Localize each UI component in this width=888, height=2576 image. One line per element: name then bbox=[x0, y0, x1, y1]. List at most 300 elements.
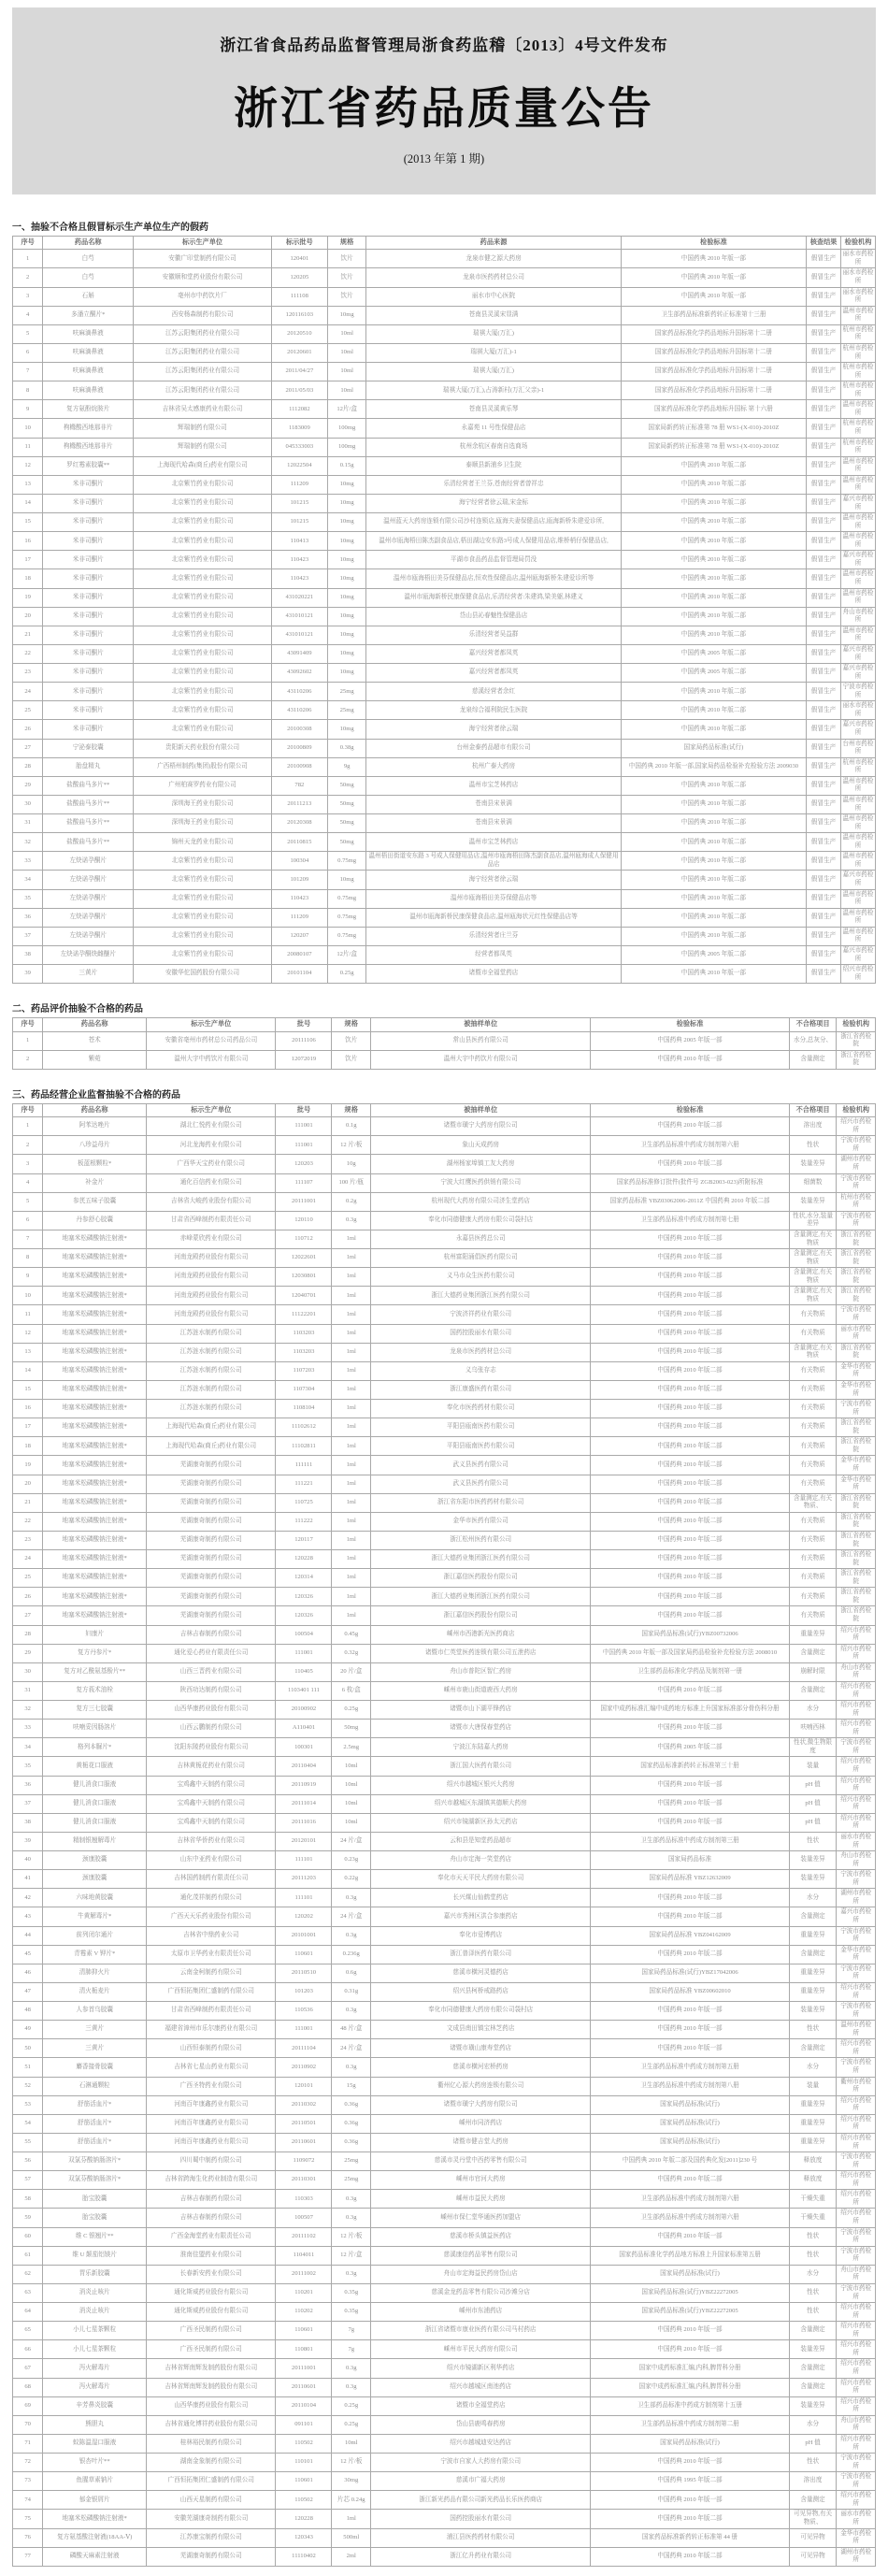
table-cell: 舟山市定海益民药房岱山店 bbox=[371, 2265, 591, 2283]
table-row bbox=[13, 1964, 876, 1982]
table-cell: 091101 bbox=[276, 2415, 332, 2434]
table-cell: 维 U 颠茄铝镁片 bbox=[43, 2246, 147, 2265]
table-cell: 有关物质 bbox=[789, 1456, 837, 1475]
table-cell: 中国药典 2010 年版二部 bbox=[621, 551, 806, 569]
table-cell: 三黄片 bbox=[43, 2021, 147, 2039]
table-cell: 北京紫竹药业有限公司 bbox=[134, 626, 272, 644]
table-cell: 广西华天宝药业有限公司 bbox=[147, 1155, 276, 1173]
table-cell: 浦江县医药药材有限公司 bbox=[371, 2528, 591, 2547]
table-cell: 装量差异 bbox=[789, 1851, 837, 1870]
table-row bbox=[13, 1400, 876, 1418]
section-1-title: 一、抽验不合格且假冒标示生产单位生产的假药 bbox=[12, 223, 208, 233]
table-cell: 嘉兴市药检所 bbox=[841, 871, 876, 889]
table-cell: 重量差异 bbox=[789, 1964, 837, 1982]
table-cell: 多潘立酮片* bbox=[43, 306, 134, 324]
table-cell: 含量测定 bbox=[789, 2039, 837, 2058]
table-row bbox=[13, 1851, 876, 1870]
table-cell: 宁波市药检所 bbox=[837, 2472, 876, 2491]
table-cell: 山西华康药业股份有限公司 bbox=[147, 1701, 276, 1720]
table-cell: 装量差异 bbox=[789, 1155, 837, 1173]
table-cell: 1ml bbox=[332, 1268, 371, 1287]
table-cell: 绍兴市药检所 bbox=[837, 1720, 876, 1738]
table-cell: 嵊州市保仁堂华通医药加盟店 bbox=[371, 2209, 591, 2227]
table-cell: 110405 bbox=[276, 1662, 332, 1681]
table-cell: 20110919 bbox=[276, 1776, 332, 1794]
table-cell: 水分 bbox=[789, 2265, 837, 2283]
table-cell: 广西恒拓集团仁盛制药有限公司 bbox=[147, 1982, 276, 2001]
table-cell: 12 片/板 bbox=[332, 2454, 371, 2472]
table-cell: 小儿七星茶颗粒 bbox=[43, 2322, 147, 2340]
column-header: 药品名称 bbox=[43, 237, 134, 250]
table-cell: 北京紫竹药业有限公司 bbox=[134, 927, 272, 945]
table-cell: 温州梧田街道安东路 3 号成人保健用品店,温州市瓯海梧田陈杰副食品店,温州瓯海成人保健用品店 bbox=[366, 852, 621, 871]
table-cell: 10mg bbox=[327, 664, 366, 683]
table-cell: 0.75mg bbox=[327, 852, 366, 871]
table-row bbox=[13, 2095, 876, 2114]
table-cell: 可见异物 bbox=[789, 2547, 837, 2566]
table-cell: 国家药品标准新药转正标准第 44 册 bbox=[591, 2528, 789, 2547]
table-cell: 丽水市药检所 bbox=[841, 701, 876, 720]
table-cell: 110536 bbox=[276, 2002, 332, 2021]
table-cell: 温州市瓯海梧田美芬保健品店等 bbox=[366, 889, 621, 908]
table-cell: 中国药典 2010 年版二部 bbox=[621, 871, 806, 889]
table-cell: 1ml bbox=[332, 1588, 371, 1606]
table-cell: 中国药典 2010 年版二部 bbox=[621, 852, 806, 871]
table-cell: 浙江省药检院 bbox=[837, 1418, 876, 1437]
table-cell: 0.15g bbox=[327, 456, 366, 475]
table-row bbox=[13, 720, 876, 739]
table-cell: 参芪五味子胶囊 bbox=[43, 1192, 147, 1211]
table-cell: 国家药品标准 YBZ03062006-2011Z 中国药典 2010 年版二部 bbox=[591, 1192, 789, 1211]
table-cell: 温州市瓯海梧田美芬保健品店,恒欢性保健品店,温州瓯海新桥朱建爱诊所等 bbox=[366, 569, 621, 588]
table-cell: 牛黄解毒片* bbox=[43, 1907, 147, 1926]
table-cell: 25mg bbox=[327, 683, 366, 701]
table-row bbox=[13, 1456, 876, 1475]
table-cell: 地塞米松磷酸钠注射液* bbox=[43, 1305, 147, 1324]
table-cell: 绍兴市镜湖新区利华药店 bbox=[371, 2359, 591, 2378]
table-cell: 干燥失重 bbox=[789, 2190, 837, 2209]
table-cell: 绍兴市药检所 bbox=[837, 2133, 876, 2151]
table-cell: 120326 bbox=[276, 1588, 332, 1606]
table-cell: 中国药典 2010 年版一部 bbox=[621, 268, 806, 287]
table-cell: 5 bbox=[13, 324, 43, 343]
table-cell: 1107304 bbox=[276, 1380, 332, 1399]
table-cell: 9 bbox=[13, 1268, 43, 1287]
table-cell: 31 bbox=[13, 1681, 43, 1700]
table-cell: 沈阳东陵药业股份有限公司 bbox=[147, 1738, 276, 1757]
table-cell: 16 bbox=[13, 1400, 43, 1418]
table-cell: 国家局新药转正标准第 78 册 WS1-(X-010)-2010Z bbox=[621, 419, 806, 438]
table-cell: 120343 bbox=[276, 2528, 332, 2547]
table-cell: 中国药典 2010 年版二部 bbox=[621, 475, 806, 494]
table-cell: 青霉素 V 钾片* bbox=[43, 1945, 147, 1964]
table-cell: 10ml bbox=[327, 324, 366, 343]
table-row bbox=[13, 927, 876, 945]
table-cell: 石淋通颗粒 bbox=[43, 2077, 147, 2095]
table-cell: 国家局药品标准 YBZ00602010 bbox=[591, 1982, 789, 2001]
table-cell: 胎盘精丸 bbox=[43, 757, 134, 776]
table-cell: 罗红霉素胶囊** bbox=[43, 456, 134, 475]
table-cell: 100301 bbox=[276, 1738, 332, 1757]
table-cell: 1107203 bbox=[276, 1361, 332, 1380]
table-cell: 温州市瓯海新桥民康保健食品店,乐清经营者:朱建鸿,梁美躯,林建义 bbox=[366, 588, 621, 607]
table-cell: 假冒生产 bbox=[807, 607, 841, 626]
table-cell: 米非司酮片 bbox=[43, 626, 134, 644]
table-cell: 39 bbox=[13, 965, 43, 984]
table-cell: 10mg bbox=[327, 871, 366, 889]
table-cell: 岱山县鹿鸣春药房 bbox=[371, 2415, 591, 2434]
table-cell: 24 片/盒 bbox=[332, 1907, 371, 1926]
table-cell: 假冒生产 bbox=[807, 871, 841, 889]
table-cell: 中国药典 2010 年版二部 bbox=[621, 795, 806, 813]
table-cell: 江苏涟水制药有限公司 bbox=[147, 1400, 276, 1418]
table-cell: 045333003 bbox=[271, 438, 327, 456]
table-cell: 衢州市药检所 bbox=[837, 2077, 876, 2095]
table-cell: 中国药典 2010 年版一部 bbox=[621, 250, 806, 268]
table-cell: 1ml bbox=[332, 1475, 371, 1493]
table-cell: 武义县医药有限公司 bbox=[371, 1475, 591, 1493]
table-row bbox=[13, 475, 876, 494]
table-cell: 有关物质 bbox=[789, 1400, 837, 1418]
table-cell: 中国药典 2010 年版一部 bbox=[591, 1776, 789, 1794]
table-cell: 丹参舒心胶囊 bbox=[43, 1211, 147, 1230]
column-header: 药品名称 bbox=[43, 1103, 147, 1116]
table-cell: 17 bbox=[13, 551, 43, 569]
table-cell: 浙江省药检院 bbox=[837, 1606, 876, 1625]
table-cell: 有关物质 bbox=[789, 1512, 837, 1531]
table-cell: 34 bbox=[13, 1738, 43, 1757]
table-cell: 20111106 bbox=[276, 1031, 332, 1050]
table-cell: 安徽芜湖康奇制药有限公司 bbox=[147, 2510, 276, 2528]
table-cell: 浙江省药检院 bbox=[837, 1230, 876, 1248]
table-cell: 片芯 0.24g bbox=[332, 2491, 371, 2510]
table-cell: 太原市卫华药业有限责任公司 bbox=[147, 1945, 276, 1964]
table-cell: 饮片 bbox=[332, 1031, 371, 1050]
table-row bbox=[13, 2171, 876, 2190]
table-cell: 双氯芬酸钠肠溶片* bbox=[43, 2152, 147, 2171]
table-cell: 中国药典 2010 年版二部 bbox=[591, 1945, 789, 1964]
table-row bbox=[13, 2283, 876, 2302]
table-cell: 水分 bbox=[789, 1701, 837, 1720]
table-cell: 地塞米松磷酸钠注射液* bbox=[43, 1400, 147, 1418]
table-cell: 辉瑞制药有限公司 bbox=[134, 438, 272, 456]
table-cell: 0.75mg bbox=[327, 908, 366, 927]
table-cell: 51 bbox=[13, 2058, 43, 2077]
table-cell: 北京紫竹药业有限公司 bbox=[134, 644, 272, 663]
table-cell: 中国药典 2010 年版二部 bbox=[591, 1230, 789, 1248]
table-cell: 中国药典 2010 年版二部 bbox=[591, 1343, 789, 1361]
table-row bbox=[13, 683, 876, 701]
table-cell: 装量差异 bbox=[789, 1192, 837, 1211]
document-header bbox=[12, 7, 876, 194]
table-cell: 河北龙海药业有限公司 bbox=[147, 1136, 276, 1155]
table-cell: 1ml bbox=[332, 1550, 371, 1569]
table-row bbox=[13, 1550, 876, 1569]
table-cell: 0.25g bbox=[332, 2415, 371, 2434]
table-cell: 7 bbox=[13, 363, 43, 381]
table-cell: 白芍 bbox=[43, 268, 134, 287]
table-row bbox=[13, 494, 876, 512]
table-cell: 41 bbox=[13, 1870, 43, 1889]
table-row bbox=[13, 644, 876, 663]
table-cell: 温州市药检所 bbox=[841, 513, 876, 532]
table-cell: 中国药典 2005 年版二部 bbox=[621, 945, 806, 964]
table-cell: 北京紫竹药业有限公司 bbox=[134, 551, 272, 569]
table-cell: 110303 bbox=[276, 2190, 332, 2209]
table-cell: 地塞米松磷酸钠注射液* bbox=[43, 1475, 147, 1493]
table-cell: 米非司酮片 bbox=[43, 588, 134, 607]
table-cell: 10ml bbox=[332, 1794, 371, 1813]
table-cell: 嵊州市西港新光医药商店 bbox=[371, 1625, 591, 1644]
table-cell: 中国药典 2010 年版一部 bbox=[621, 965, 806, 984]
table-cell: 110601 bbox=[276, 1945, 332, 1964]
table-cell: 0.36g bbox=[332, 2133, 371, 2151]
table-cell: 慈溪市横河灵德药店 bbox=[371, 1964, 591, 1982]
table-cell: 1ml bbox=[332, 1512, 371, 1531]
table-cell: 60 bbox=[13, 2227, 43, 2246]
table-row bbox=[13, 1324, 876, 1343]
table-cell: 24 bbox=[13, 683, 43, 701]
table-cell: 深圳海王药业有限公司 bbox=[134, 814, 272, 833]
table-cell: 双氯芬酸钠肠溶片* bbox=[43, 2171, 147, 2190]
table-cell: 文成县南田镇宝林芝药店 bbox=[371, 2021, 591, 2039]
table-cell: 奉化市天天平民大药房有限公司 bbox=[371, 1870, 591, 1889]
table-cell: 120116103 bbox=[271, 306, 327, 324]
table-cell: 义乌张存志 bbox=[371, 1361, 591, 1380]
table-cell: 中国药典 2010 年版一部及国家局药品检验补充检验方法 2008010 bbox=[591, 1644, 789, 1662]
table-row bbox=[13, 2454, 876, 2472]
table-row bbox=[13, 1889, 876, 1907]
table-cell: 温州大宇中药饮片有限公司 bbox=[371, 1050, 591, 1069]
table-cell: 36 bbox=[13, 1776, 43, 1794]
table-cell: 1103203 bbox=[276, 1343, 332, 1361]
table-cell: 上海现代哈森(商丘)药业有限公司 bbox=[147, 1418, 276, 1437]
table-cell: 芜湖康奇制药有限公司 bbox=[147, 1456, 276, 1475]
table-cell: 32 bbox=[13, 833, 43, 852]
table-cell: 嵊州市东浦药店 bbox=[371, 2303, 591, 2322]
table-cell: 金华市药检所 bbox=[837, 1945, 876, 1964]
table-cell: 慈溪市灵丹堂中西药零售有限公司 bbox=[371, 2152, 591, 2171]
table-cell: 有关物质 bbox=[789, 1569, 837, 1588]
table-cell: 1ml bbox=[332, 1569, 371, 1588]
table-row bbox=[13, 607, 876, 626]
table-cell: 瑞祺大厦(万汇) bbox=[366, 324, 621, 343]
table-cell: 丽水市中心医院 bbox=[366, 287, 621, 306]
table-cell: 20111102 bbox=[276, 2227, 332, 2246]
table-cell: 芜湖康奇制药有限公司 bbox=[147, 1531, 276, 1549]
section-2-title: 二、药品评价抽验不合格的药品 bbox=[12, 1004, 143, 1015]
table-cell: 中国药典 2010 年版二部 bbox=[591, 1681, 789, 1700]
table-cell: 绍兴市药检所 bbox=[837, 2303, 876, 2322]
table-cell: 北京紫竹药业有限公司 bbox=[134, 664, 272, 683]
table-cell: 23 bbox=[13, 1531, 43, 1549]
table-cell: 假冒生产 bbox=[807, 438, 841, 456]
table-cell: 地塞米松磷酸钠注射液* bbox=[43, 1512, 147, 1531]
table-cell: 浙江省药检院 bbox=[837, 1550, 876, 1569]
table-cell: 含量测定 bbox=[789, 2359, 837, 2378]
table-cell: 地塞米松磷酸钠注射液* bbox=[43, 1456, 147, 1475]
table-cell: 27 bbox=[13, 1606, 43, 1625]
table-cell: 1109072 bbox=[276, 2152, 332, 2171]
table-cell: 假冒生产 bbox=[807, 683, 841, 701]
table-cell: 12 片/盒 bbox=[332, 2246, 371, 2265]
table-cell: 中国药典 2010 年版二部 bbox=[591, 1493, 789, 1512]
table-cell: 象山天成药房 bbox=[371, 1136, 591, 1155]
column-header: 批号 bbox=[276, 1018, 332, 1031]
table-cell: 假冒生产 bbox=[807, 664, 841, 683]
table-cell: 慈溪金龙药品零售有限公司沙滩分店 bbox=[371, 2283, 591, 2302]
table-cell: 宁波市药检所 bbox=[837, 1964, 876, 1982]
table-cell: 中国药典 2010 年版二部 bbox=[591, 2510, 789, 2528]
table-row bbox=[13, 1031, 876, 1050]
table-cell: 亳州市中药饮片厂 bbox=[134, 287, 272, 306]
evaluation-failed-table bbox=[12, 1017, 876, 1070]
table-cell: 杭州市药检所 bbox=[841, 419, 876, 438]
table-cell: 有关物质 bbox=[789, 1324, 837, 1343]
table-cell: 宁波市药检所 bbox=[837, 1926, 876, 1945]
table-cell: 清火栀麦片 bbox=[43, 1982, 147, 2001]
table-cell: 乐清经营者吴益群 bbox=[366, 626, 621, 644]
table-cell: 嵊州市益民大药房 bbox=[371, 2190, 591, 2209]
table-cell: 北京紫竹药业有限公司 bbox=[134, 701, 272, 720]
table-row bbox=[13, 1720, 876, 1738]
table-cell: 湖南金象制药有限公司 bbox=[147, 2454, 276, 2472]
table-cell: 20120101 bbox=[276, 1832, 332, 1850]
column-header: 不合格项目 bbox=[789, 1103, 837, 1116]
table-cell: 永嘉苑 11 号性保健品店 bbox=[366, 419, 621, 438]
table-cell: pH 值 bbox=[789, 1794, 837, 1813]
table-cell: 云南金柯制药有限公司 bbox=[147, 1964, 276, 1982]
table-cell: 宁波市药检所 bbox=[837, 2002, 876, 2021]
table-row bbox=[13, 2491, 876, 2510]
table-cell: 1ml bbox=[332, 1418, 371, 1437]
table-cell: 苍南县灵溪黄乐琴 bbox=[366, 400, 621, 419]
table-cell: 72 bbox=[13, 2454, 43, 2472]
table-cell: 中国药典 1995 年版二部 bbox=[591, 2472, 789, 2491]
table-cell: 米非司酮片 bbox=[43, 701, 134, 720]
table-cell: 9g bbox=[327, 757, 366, 776]
table-cell: 假冒生产 bbox=[807, 456, 841, 475]
table-row bbox=[13, 2058, 876, 2077]
column-header: 序号 bbox=[13, 1103, 43, 1116]
table-cell: 120228 bbox=[276, 1550, 332, 1569]
table-cell: 桂林裕民制药有限公司 bbox=[147, 2434, 276, 2453]
table-row bbox=[13, 1662, 876, 1681]
table-cell: 重量差异 bbox=[789, 1926, 837, 1945]
table-cell: 奉化市同德健康大药房有限公司袋村店 bbox=[371, 2002, 591, 2021]
table-cell: 10mg bbox=[327, 720, 366, 739]
table-cell: 杭州市药检所 bbox=[841, 343, 876, 362]
table-cell: 河南百年康鑫药业有限公司 bbox=[147, 2114, 276, 2133]
table-cell: 111101 bbox=[276, 1889, 332, 1907]
table-cell: 浙江省药检院 bbox=[837, 1493, 876, 1512]
table-cell: 中国药典 2010 年版二部 bbox=[591, 2547, 789, 2566]
table-cell: 精制银翘解毒片 bbox=[43, 1832, 147, 1850]
table-cell: 芜湖康奇制药有限公司 bbox=[147, 1475, 276, 1493]
table-cell: 卫生部药品标准中药成方制剂第六册 bbox=[591, 2209, 789, 2227]
table-cell: 地塞米松磷酸钠注射液* bbox=[43, 2510, 147, 2528]
table-cell: 诸暨市山下湖平锋药店 bbox=[371, 1701, 591, 1720]
table-cell: 宁波大红鹰医药供销有限公司 bbox=[371, 1173, 591, 1192]
table-cell: 47 bbox=[13, 1982, 43, 2001]
table-cell: 中国药典 2010 年版一部 bbox=[591, 2340, 789, 2359]
table-cell: 63 bbox=[13, 2283, 43, 2302]
table-cell: 111001 bbox=[276, 1644, 332, 1662]
table-cell: 1ml bbox=[332, 1437, 371, 1456]
table-cell: 辛芳鼻炎胶囊 bbox=[43, 2396, 147, 2415]
table-cell: 20120601 bbox=[271, 343, 327, 362]
table-cell: 安徽广印堂制药有限公司 bbox=[134, 250, 272, 268]
table-cell: 性状 bbox=[789, 2283, 837, 2302]
table-cell: 48 片/盒 bbox=[332, 2021, 371, 2039]
table-cell: 1 bbox=[13, 1117, 43, 1136]
table-cell: 北京紫竹药业有限公司 bbox=[134, 532, 272, 551]
table-row bbox=[13, 965, 876, 984]
table-cell: 55 bbox=[13, 2133, 43, 2151]
table-cell: 地塞米松磷酸钠注射液* bbox=[43, 1493, 147, 1512]
table-row bbox=[13, 1926, 876, 1945]
table-cell: 39 bbox=[13, 1832, 43, 1850]
table-cell: 10mg bbox=[327, 551, 366, 569]
table-cell: 呋喃西林 bbox=[789, 1720, 837, 1738]
table-cell: 11122201 bbox=[276, 1305, 332, 1324]
table-cell: 6 bbox=[13, 343, 43, 362]
table-cell: 地塞米松磷酸钠注射液* bbox=[43, 1287, 147, 1305]
table-cell: 性状 bbox=[789, 1136, 837, 1155]
table-cell: 通化斯威药业股份有限公司 bbox=[147, 2303, 276, 2322]
table-cell: 59 bbox=[13, 2209, 43, 2227]
table-cell: 中国药典 2010 年版一部 bbox=[591, 1050, 789, 1069]
table-cell: 慈溪市桥头镇益医药店 bbox=[371, 2227, 591, 2246]
table-cell: 金华市医药有限公司 bbox=[371, 1512, 591, 1531]
table-cell: 宁波市药检所 bbox=[837, 1136, 876, 1155]
table-cell: 甘肃省西峰制药有限责任公司 bbox=[147, 1211, 276, 1230]
table-cell: 100304 bbox=[271, 852, 327, 871]
table-cell: 温州市宝芝林药店 bbox=[366, 776, 621, 795]
table-cell: 麝香接骨胶囊 bbox=[43, 2058, 147, 2077]
table-cell: 丽水市药检所 bbox=[841, 287, 876, 306]
table-row bbox=[13, 1192, 876, 1211]
table-cell: 12 bbox=[13, 1324, 43, 1343]
table-cell: 饮片 bbox=[327, 268, 366, 287]
table-cell: 丽水市药检所 bbox=[837, 1324, 876, 1343]
table-cell: 黄栀花口服液 bbox=[43, 1757, 147, 1776]
table-cell: 北京紫竹药业有限公司 bbox=[134, 494, 272, 512]
table-cell: 含量测定 bbox=[789, 1681, 837, 1700]
table-cell: 50mg bbox=[332, 1720, 371, 1738]
table-cell: 中国药典 2010 年版二部 bbox=[591, 1606, 789, 1625]
table-cell: 浙江新光药品有限公司新光药品长乐医药商店 bbox=[371, 2491, 591, 2510]
table-cell: 芜湖康奇制药有限公司 bbox=[147, 1588, 276, 1606]
table-cell: 绍兴市药检所 bbox=[837, 2039, 876, 2058]
table-cell: 含量测定 bbox=[789, 1907, 837, 1926]
table-cell: 温州市药检所 bbox=[841, 569, 876, 588]
table-cell: 浙江省药检院 bbox=[837, 1031, 876, 1050]
table-cell: 吉林省七星山药业有限公司 bbox=[147, 2058, 276, 2077]
table-cell: 假冒生产 bbox=[807, 965, 841, 984]
table-cell: 43 bbox=[13, 1907, 43, 1926]
table-cell: 湖州市药检所 bbox=[837, 1155, 876, 1173]
table-row bbox=[13, 1493, 876, 1512]
column-header: 检验机构 bbox=[841, 237, 876, 250]
table-cell: 蚁陈温湿口服液 bbox=[43, 2434, 147, 2453]
table-cell: 中国药典 2005 年版二部 bbox=[621, 644, 806, 663]
table-cell: 29 bbox=[13, 1644, 43, 1662]
table-cell: 100504 bbox=[276, 1625, 332, 1644]
table-cell: 7g bbox=[332, 2340, 371, 2359]
table-cell: 细菌数 bbox=[789, 1173, 837, 1192]
table-cell: 丽水市药检所 bbox=[841, 250, 876, 268]
